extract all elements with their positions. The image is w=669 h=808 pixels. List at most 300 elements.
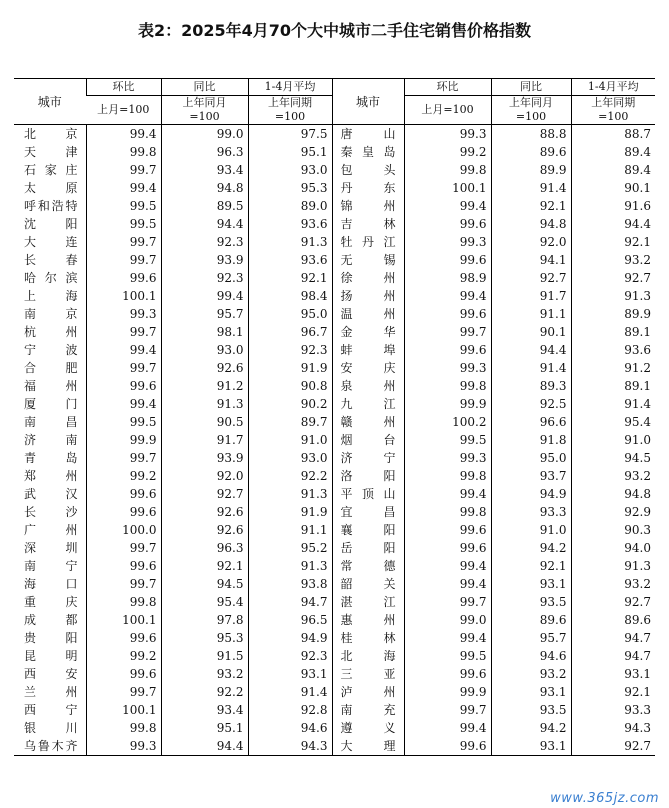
yoy-value-cell: 91.3 xyxy=(161,395,248,413)
table-row xyxy=(14,503,655,521)
avg-value-cell: 95.3 xyxy=(248,179,332,197)
city-name-cell: 长春 xyxy=(24,253,78,267)
avg-value-cell: 89.4 xyxy=(571,143,655,161)
avg-value-cell: 94.7 xyxy=(248,593,332,611)
mom-value-cell: 99.2 xyxy=(86,467,161,485)
yoy-value-cell: 93.4 xyxy=(161,701,248,719)
table-row xyxy=(14,557,655,575)
table-row xyxy=(14,125,655,144)
mom-value-cell: 99.4 xyxy=(86,125,161,144)
yoy-value-cell: 94.9 xyxy=(491,485,571,503)
yoy-value-cell: 92.7 xyxy=(491,269,571,287)
city-name-cell: 宜昌 xyxy=(332,503,404,521)
mom-value-cell: 99.7 xyxy=(86,683,161,701)
mom-value-cell: 99.7 xyxy=(86,233,161,251)
table-row xyxy=(14,719,655,737)
avg-value-cell: 97.5 xyxy=(248,125,332,144)
mom-base-left: 上月=100 xyxy=(86,96,161,125)
mom-value-cell: 99.6 xyxy=(86,665,161,683)
yoy-value-cell: 91.0 xyxy=(491,521,571,539)
page-title: 表2：2025年4月70个大中城市二手住宅销售价格指数 xyxy=(137,21,532,40)
mom-value-cell: 100.1 xyxy=(86,287,161,305)
city-name-cell: 北京 xyxy=(24,127,78,141)
yoy-value-cell: 93.1 xyxy=(491,683,571,701)
city-name-cell: 济宁 xyxy=(332,449,404,467)
mom-value-cell: 99.6 xyxy=(404,305,491,323)
yoy-value-cell: 90.5 xyxy=(161,413,248,431)
city-name-cell: 大连 xyxy=(24,235,78,249)
city-name-cell: 吉林 xyxy=(332,215,404,233)
yoy-value-cell: 93.4 xyxy=(161,161,248,179)
city-name-cell: 成都 xyxy=(24,613,78,627)
city-name-cell: 丹东 xyxy=(332,179,404,197)
yoy-value-cell: 91.1 xyxy=(491,305,571,323)
table-row xyxy=(14,611,655,629)
mom-value-cell: 99.6 xyxy=(404,539,491,557)
city-name-cell: 厦门 xyxy=(24,397,78,411)
avg-value-cell: 94.8 xyxy=(571,485,655,503)
avg-value-cell: 94.0 xyxy=(571,539,655,557)
avg-value-cell: 92.9 xyxy=(571,503,655,521)
yoy-value-cell: 94.4 xyxy=(161,215,248,233)
yoy-value-cell: 93.3 xyxy=(491,503,571,521)
city-name-cell: 杭州 xyxy=(24,325,78,339)
yoy-value-cell: 93.2 xyxy=(491,665,571,683)
yoy-value-cell: 91.2 xyxy=(161,377,248,395)
city-name-cell: 南宁 xyxy=(24,559,78,573)
mom-value-cell: 99.4 xyxy=(404,287,491,305)
city-name-cell: 兰州 xyxy=(24,685,78,699)
city-name-cell: 桂林 xyxy=(332,629,404,647)
yoy-value-cell: 89.6 xyxy=(491,143,571,161)
city-name-cell: 惠州 xyxy=(332,611,404,629)
table-row xyxy=(14,143,655,161)
yoy-value-cell: 99.0 xyxy=(161,125,248,144)
yoy-value-cell: 98.1 xyxy=(161,323,248,341)
mom-value-cell: 99.3 xyxy=(86,305,161,323)
avg-value-cell: 91.3 xyxy=(571,557,655,575)
yoy-value-cell: 88.8 xyxy=(491,125,571,144)
yoy-header-right: 同比 xyxy=(491,79,571,96)
avg-value-cell: 91.9 xyxy=(248,503,332,521)
table-row xyxy=(14,323,655,341)
avg-value-cell: 91.2 xyxy=(571,359,655,377)
city-name-cell: 岳阳 xyxy=(332,539,404,557)
avg-value-cell: 95.0 xyxy=(248,305,332,323)
mom-value-cell: 99.6 xyxy=(86,269,161,287)
mom-value-cell: 99.5 xyxy=(86,197,161,215)
yoy-value-cell: 93.5 xyxy=(491,593,571,611)
city-name-cell: 福州 xyxy=(24,379,78,393)
mom-value-cell: 99.9 xyxy=(404,395,491,413)
avg-value-cell: 92.7 xyxy=(571,737,655,756)
mom-header-left: 环比 xyxy=(86,79,161,96)
city-name-cell: 沈阳 xyxy=(24,217,78,231)
city-name-cell: 贵阳 xyxy=(24,631,78,645)
mom-value-cell: 99.5 xyxy=(404,647,491,665)
city-name-cell: 金华 xyxy=(332,323,404,341)
yoy-value-cell: 95.7 xyxy=(161,305,248,323)
mom-value-cell: 100.1 xyxy=(86,611,161,629)
mom-value-cell: 99.4 xyxy=(86,395,161,413)
city-name-cell: 扬州 xyxy=(332,287,404,305)
yoy-value-cell: 94.8 xyxy=(491,215,571,233)
mom-value-cell: 99.6 xyxy=(86,557,161,575)
avg-value-cell: 91.0 xyxy=(248,431,332,449)
mom-value-cell: 100.1 xyxy=(86,701,161,719)
city-name-cell: 泉州 xyxy=(332,377,404,395)
avg-value-cell: 93.1 xyxy=(248,665,332,683)
avg-value-cell: 95.1 xyxy=(248,143,332,161)
mom-value-cell: 99.7 xyxy=(86,323,161,341)
yoy-value-cell: 93.9 xyxy=(161,449,248,467)
city-name-cell: 太原 xyxy=(24,181,78,195)
city-name-cell: 烟台 xyxy=(332,431,404,449)
avg-value-cell: 94.4 xyxy=(571,215,655,233)
yoy-value-cell: 92.3 xyxy=(161,269,248,287)
mom-value-cell: 99.7 xyxy=(404,323,491,341)
yoy-value-cell: 91.8 xyxy=(491,431,571,449)
avg-base-right: 上年同期 =100 xyxy=(571,96,655,125)
yoy-value-cell: 91.7 xyxy=(161,431,248,449)
mom-value-cell: 99.7 xyxy=(86,251,161,269)
mom-value-cell: 99.6 xyxy=(404,341,491,359)
mom-value-cell: 100.0 xyxy=(86,521,161,539)
avg-value-cell: 94.6 xyxy=(248,719,332,737)
table-row xyxy=(14,215,655,233)
mom-value-cell: 100.2 xyxy=(404,413,491,431)
avg-value-cell: 98.4 xyxy=(248,287,332,305)
yoy-value-cell: 95.0 xyxy=(491,449,571,467)
mom-value-cell: 99.5 xyxy=(86,215,161,233)
city-header-right: 城市 xyxy=(332,79,404,125)
table-row xyxy=(14,701,655,719)
avg-value-cell: 93.2 xyxy=(571,575,655,593)
yoy-value-cell: 93.2 xyxy=(161,665,248,683)
city-name-cell: 泸州 xyxy=(332,683,404,701)
mom-value-cell: 99.8 xyxy=(404,161,491,179)
city-name-cell: 重庆 xyxy=(24,595,78,609)
table-body xyxy=(14,125,655,756)
city-name-cell: 西安 xyxy=(24,667,78,681)
mom-value-cell: 99.6 xyxy=(86,503,161,521)
yoy-header-left: 同比 xyxy=(161,79,248,96)
mom-value-cell: 99.4 xyxy=(86,179,161,197)
city-name-cell: 海口 xyxy=(24,577,78,591)
city-name-cell: 秦皇岛 xyxy=(332,143,404,161)
yoy-value-cell: 92.2 xyxy=(161,683,248,701)
city-name-cell: 呼和浩特 xyxy=(24,199,78,213)
yoy-value-cell: 92.6 xyxy=(161,503,248,521)
city-name-cell: 宁波 xyxy=(24,343,78,357)
city-name-cell: 合肥 xyxy=(24,361,78,375)
yoy-value-cell: 89.5 xyxy=(161,197,248,215)
city-name-cell: 锦州 xyxy=(332,197,404,215)
city-name-cell: 九江 xyxy=(332,395,404,413)
yoy-value-cell: 96.3 xyxy=(161,143,248,161)
avg-value-cell: 93.8 xyxy=(248,575,332,593)
avg-value-cell: 92.2 xyxy=(248,467,332,485)
mom-value-cell: 99.4 xyxy=(404,575,491,593)
city-name-cell: 济南 xyxy=(24,433,78,447)
table-row xyxy=(14,521,655,539)
avg-value-cell: 89.6 xyxy=(571,611,655,629)
yoy-value-cell: 94.4 xyxy=(491,341,571,359)
mom-value-cell: 99.3 xyxy=(404,125,491,144)
city-name-cell: 武汉 xyxy=(24,487,78,501)
avg-value-cell: 94.7 xyxy=(571,629,655,647)
mom-value-cell: 99.3 xyxy=(86,737,161,756)
yoy-value-cell: 95.7 xyxy=(491,629,571,647)
avg-value-cell: 94.3 xyxy=(248,737,332,756)
city-name-cell: 乌鲁木齐 xyxy=(24,739,78,753)
yoy-value-cell: 90.1 xyxy=(491,323,571,341)
city-name-cell: 西宁 xyxy=(24,703,78,717)
mom-value-cell: 99.8 xyxy=(86,593,161,611)
avg-value-cell: 94.7 xyxy=(571,647,655,665)
city-name-cell: 遵义 xyxy=(332,719,404,737)
avg-value-cell: 89.9 xyxy=(571,305,655,323)
table-row xyxy=(14,377,655,395)
city-name-cell: 安庆 xyxy=(332,359,404,377)
yoy-value-cell: 92.6 xyxy=(161,359,248,377)
avg-value-cell: 93.0 xyxy=(248,449,332,467)
city-name-cell: 常德 xyxy=(332,557,404,575)
city-name-cell: 银川 xyxy=(24,721,78,735)
mom-value-cell: 99.0 xyxy=(404,611,491,629)
table-row xyxy=(14,593,655,611)
yoy-value-cell: 92.7 xyxy=(161,485,248,503)
mom-value-cell: 99.8 xyxy=(86,143,161,161)
yoy-value-cell: 94.1 xyxy=(491,251,571,269)
mom-value-cell: 99.8 xyxy=(404,377,491,395)
avg-value-cell: 91.4 xyxy=(248,683,332,701)
table-row xyxy=(14,161,655,179)
yoy-value-cell: 94.2 xyxy=(491,539,571,557)
avg-value-cell: 90.8 xyxy=(248,377,332,395)
avg-value-cell: 91.9 xyxy=(248,359,332,377)
mom-value-cell: 99.2 xyxy=(404,143,491,161)
avg-value-cell: 93.2 xyxy=(571,251,655,269)
mom-value-cell: 99.2 xyxy=(86,647,161,665)
table-row xyxy=(14,449,655,467)
table-row xyxy=(14,233,655,251)
city-name-cell: 郑州 xyxy=(24,469,78,483)
city-name-cell: 上海 xyxy=(24,289,78,303)
city-name-cell: 天津 xyxy=(24,145,78,159)
city-name-cell: 蚌埠 xyxy=(332,341,404,359)
table-row xyxy=(14,179,655,197)
avg-value-cell: 91.3 xyxy=(248,485,332,503)
table-row xyxy=(14,683,655,701)
avg-value-cell: 89.7 xyxy=(248,413,332,431)
mom-value-cell: 99.6 xyxy=(86,629,161,647)
avg-value-cell: 90.1 xyxy=(571,179,655,197)
avg-value-cell: 89.4 xyxy=(571,161,655,179)
avg-value-cell: 93.6 xyxy=(571,341,655,359)
yoy-value-cell: 89.9 xyxy=(491,161,571,179)
city-name-cell: 长沙 xyxy=(24,505,78,519)
table-row xyxy=(14,269,655,287)
mom-value-cell: 99.3 xyxy=(404,233,491,251)
avg-value-cell: 94.3 xyxy=(571,719,655,737)
mom-value-cell: 99.7 xyxy=(404,701,491,719)
yoy-value-cell: 93.7 xyxy=(491,467,571,485)
yoy-value-cell: 94.4 xyxy=(161,737,248,756)
avg-value-cell: 91.6 xyxy=(571,197,655,215)
table-row xyxy=(14,197,655,215)
avg-value-cell: 93.0 xyxy=(248,161,332,179)
yoy-value-cell: 94.8 xyxy=(161,179,248,197)
city-name-cell: 湛江 xyxy=(332,593,404,611)
table-row xyxy=(14,665,655,683)
yoy-base-left: 上年同月 =100 xyxy=(161,96,248,125)
city-name-cell: 平顶山 xyxy=(332,485,404,503)
avg-value-cell: 93.1 xyxy=(571,665,655,683)
table-row xyxy=(14,287,655,305)
yoy-value-cell: 94.5 xyxy=(161,575,248,593)
mom-value-cell: 98.9 xyxy=(404,269,491,287)
city-name-cell: 包头 xyxy=(332,161,404,179)
yoy-value-cell: 92.0 xyxy=(161,467,248,485)
avg-value-cell: 92.7 xyxy=(571,593,655,611)
yoy-value-cell: 94.2 xyxy=(491,719,571,737)
table-row xyxy=(14,251,655,269)
yoy-value-cell: 97.8 xyxy=(161,611,248,629)
mom-value-cell: 99.5 xyxy=(86,413,161,431)
mom-value-cell: 99.7 xyxy=(86,359,161,377)
mom-value-cell: 99.4 xyxy=(404,485,491,503)
mom-value-cell: 99.3 xyxy=(404,359,491,377)
mom-value-cell: 99.8 xyxy=(404,467,491,485)
city-name-cell: 广州 xyxy=(24,523,78,537)
city-name-cell: 唐山 xyxy=(332,125,404,144)
avg-value-cell: 91.4 xyxy=(571,395,655,413)
mom-value-cell: 99.6 xyxy=(404,737,491,756)
yoy-value-cell: 92.1 xyxy=(161,557,248,575)
mom-value-cell: 99.4 xyxy=(404,197,491,215)
avg-value-cell: 93.6 xyxy=(248,251,332,269)
avg-value-cell: 96.7 xyxy=(248,323,332,341)
yoy-value-cell: 91.7 xyxy=(491,287,571,305)
mom-value-cell: 99.6 xyxy=(404,215,491,233)
mom-header-right: 环比 xyxy=(404,79,491,96)
avg-value-cell: 91.3 xyxy=(248,557,332,575)
table-row xyxy=(14,575,655,593)
yoy-value-cell: 96.3 xyxy=(161,539,248,557)
mom-value-cell: 99.6 xyxy=(404,665,491,683)
table-row xyxy=(14,737,655,756)
avg-value-cell: 89.1 xyxy=(571,377,655,395)
price-index-table xyxy=(14,78,655,756)
yoy-value-cell: 95.1 xyxy=(161,719,248,737)
city-name-cell: 襄阳 xyxy=(332,521,404,539)
mom-value-cell: 99.7 xyxy=(86,539,161,557)
mom-base-right: 上月=100 xyxy=(404,96,491,125)
yoy-value-cell: 91.4 xyxy=(491,359,571,377)
table-row xyxy=(14,629,655,647)
avg-value-cell: 96.5 xyxy=(248,611,332,629)
avg-value-cell: 92.1 xyxy=(571,683,655,701)
yoy-value-cell: 96.6 xyxy=(491,413,571,431)
avg-value-cell: 89.0 xyxy=(248,197,332,215)
yoy-value-cell: 94.6 xyxy=(491,647,571,665)
mom-value-cell: 99.3 xyxy=(404,449,491,467)
avg-value-cell: 92.8 xyxy=(248,701,332,719)
table-header xyxy=(14,79,655,125)
mom-value-cell: 99.4 xyxy=(404,629,491,647)
avg-header-left: 1-4月平均 xyxy=(248,79,332,96)
mom-value-cell: 100.1 xyxy=(404,179,491,197)
city-name-cell: 石家庄 xyxy=(24,163,78,177)
avg-value-cell: 95.4 xyxy=(571,413,655,431)
mom-value-cell: 99.7 xyxy=(86,575,161,593)
mom-value-cell: 99.4 xyxy=(86,341,161,359)
avg-value-cell: 92.1 xyxy=(571,233,655,251)
yoy-value-cell: 89.6 xyxy=(491,611,571,629)
avg-value-cell: 94.5 xyxy=(571,449,655,467)
avg-base-left: 上年同期 =100 xyxy=(248,96,332,125)
city-name-cell: 哈尔滨 xyxy=(24,271,78,285)
avg-value-cell: 92.7 xyxy=(571,269,655,287)
yoy-value-cell: 92.0 xyxy=(491,233,571,251)
mom-value-cell: 99.6 xyxy=(404,251,491,269)
table-row xyxy=(14,359,655,377)
yoy-value-cell: 93.1 xyxy=(491,575,571,593)
mom-value-cell: 99.5 xyxy=(404,431,491,449)
city-name-cell: 洛阳 xyxy=(332,467,404,485)
yoy-value-cell: 92.1 xyxy=(491,557,571,575)
avg-value-cell: 91.0 xyxy=(571,431,655,449)
table-row xyxy=(14,539,655,557)
yoy-value-cell: 93.0 xyxy=(161,341,248,359)
avg-value-cell: 93.6 xyxy=(248,215,332,233)
mom-value-cell: 99.8 xyxy=(404,503,491,521)
yoy-value-cell: 92.1 xyxy=(491,197,571,215)
yoy-value-cell: 92.5 xyxy=(491,395,571,413)
mom-value-cell: 99.4 xyxy=(404,719,491,737)
table-row xyxy=(14,395,655,413)
avg-value-cell: 95.2 xyxy=(248,539,332,557)
avg-value-cell: 93.3 xyxy=(571,701,655,719)
yoy-value-cell: 92.6 xyxy=(161,521,248,539)
city-name-cell: 深圳 xyxy=(24,541,78,555)
table-row xyxy=(14,431,655,449)
mom-value-cell: 99.7 xyxy=(86,161,161,179)
yoy-value-cell: 91.5 xyxy=(161,647,248,665)
yoy-value-cell: 93.9 xyxy=(161,251,248,269)
avg-value-cell: 90.2 xyxy=(248,395,332,413)
city-name-cell: 南京 xyxy=(24,307,78,321)
yoy-value-cell: 92.3 xyxy=(161,233,248,251)
avg-value-cell: 93.2 xyxy=(571,467,655,485)
city-name-cell: 北海 xyxy=(332,647,404,665)
table-row xyxy=(14,647,655,665)
mom-value-cell: 99.9 xyxy=(404,683,491,701)
mom-value-cell: 99.6 xyxy=(86,485,161,503)
avg-value-cell: 88.7 xyxy=(571,125,655,144)
avg-value-cell: 90.3 xyxy=(571,521,655,539)
mom-value-cell: 99.7 xyxy=(86,449,161,467)
city-name-cell: 韶关 xyxy=(332,575,404,593)
avg-value-cell: 94.9 xyxy=(248,629,332,647)
yoy-value-cell: 91.4 xyxy=(491,179,571,197)
avg-value-cell: 91.3 xyxy=(571,287,655,305)
table-row xyxy=(14,305,655,323)
city-name-cell: 南充 xyxy=(332,701,404,719)
city-header-left: 城市 xyxy=(14,79,86,125)
city-name-cell: 徐州 xyxy=(332,269,404,287)
